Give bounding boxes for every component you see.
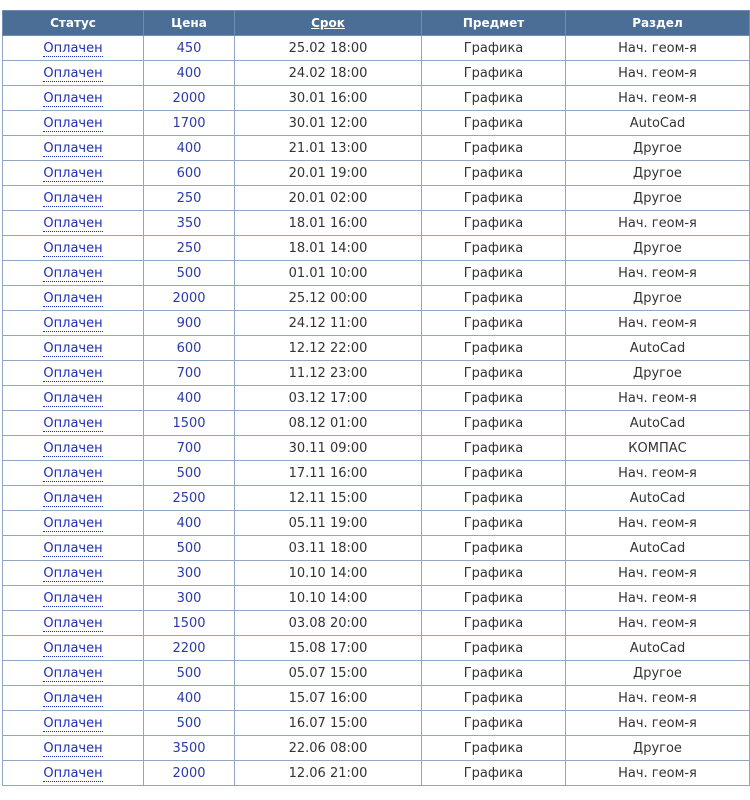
status-link[interactable]: Оплачен — [43, 615, 103, 631]
cell-subject: Графика — [422, 686, 566, 711]
cell-status — [3, 236, 144, 261]
cell-price: 2000 — [144, 86, 235, 111]
status-link[interactable]: Оплачен — [43, 265, 103, 281]
status-link[interactable]: Оплачен — [43, 740, 103, 756]
table-row — [3, 461, 750, 486]
cell-deadline: 25.12 00:00 — [235, 286, 422, 311]
orders-table — [2, 10, 750, 786]
table-row — [3, 161, 750, 186]
cell-subject: Графика — [422, 536, 566, 561]
cell-deadline: 20.01 02:00 — [235, 186, 422, 211]
cell-section: Другое — [566, 236, 750, 261]
cell-deadline: 15.07 16:00 — [235, 686, 422, 711]
cell-deadline: 03.11 18:00 — [235, 536, 422, 561]
cell-deadline: 05.07 15:00 — [235, 661, 422, 686]
cell-status — [3, 336, 144, 361]
cell-subject: Графика — [422, 61, 566, 86]
cell-status — [3, 736, 144, 761]
cell-subject: Графика — [422, 611, 566, 636]
table-row — [3, 586, 750, 611]
cell-status — [3, 311, 144, 336]
cell-deadline: 12.11 15:00 — [235, 486, 422, 511]
table-row — [3, 411, 750, 436]
cell-section: Другое — [566, 186, 750, 211]
header-price: Цена — [144, 11, 235, 36]
table-row — [3, 36, 750, 61]
status-link[interactable]: Оплачен — [43, 40, 103, 56]
cell-price: 3500 — [144, 736, 235, 761]
cell-subject: Графика — [422, 36, 566, 61]
table-row — [3, 336, 750, 361]
cell-status — [3, 86, 144, 111]
cell-price: 500 — [144, 711, 235, 736]
table-header — [3, 11, 750, 36]
cell-section: AutoCad — [566, 111, 750, 136]
cell-price: 2200 — [144, 636, 235, 661]
cell-subject: Графика — [422, 411, 566, 436]
cell-subject: Графика — [422, 661, 566, 686]
cell-deadline: 12.12 22:00 — [235, 336, 422, 361]
table-row — [3, 386, 750, 411]
header-subject: Предмет — [422, 11, 566, 36]
cell-price: 300 — [144, 561, 235, 586]
cell-deadline: 11.12 23:00 — [235, 361, 422, 386]
cell-deadline: 16.07 15:00 — [235, 711, 422, 736]
table-row — [3, 561, 750, 586]
status-link[interactable]: Оплачен — [43, 565, 103, 581]
cell-price: 2000 — [144, 286, 235, 311]
cell-section: Нач. геом-я — [566, 86, 750, 111]
table-row — [3, 436, 750, 461]
status-link[interactable]: Оплачен — [43, 490, 103, 506]
cell-subject: Графика — [422, 211, 566, 236]
cell-status — [3, 686, 144, 711]
cell-deadline: 20.01 19:00 — [235, 161, 422, 186]
status-link[interactable]: Оплачен — [43, 440, 103, 456]
cell-status — [3, 261, 144, 286]
cell-status — [3, 211, 144, 236]
cell-section: Нач. геом-я — [566, 211, 750, 236]
cell-price: 400 — [144, 61, 235, 86]
table-row — [3, 186, 750, 211]
cell-price: 400 — [144, 386, 235, 411]
status-link[interactable]: Оплачен — [43, 590, 103, 606]
cell-status — [3, 111, 144, 136]
cell-deadline: 12.06 21:00 — [235, 761, 422, 786]
status-link[interactable]: Оплачен — [43, 515, 103, 531]
cell-status — [3, 511, 144, 536]
cell-status — [3, 361, 144, 386]
cell-deadline: 01.01 10:00 — [235, 261, 422, 286]
cell-section: Нач. геом-я — [566, 586, 750, 611]
cell-subject: Графика — [422, 311, 566, 336]
cell-section: Нач. геом-я — [566, 761, 750, 786]
cell-deadline: 18.01 16:00 — [235, 211, 422, 236]
cell-deadline: 30.01 12:00 — [235, 111, 422, 136]
cell-price: 350 — [144, 211, 235, 236]
table-row — [3, 636, 750, 661]
cell-subject: Графика — [422, 136, 566, 161]
cell-subject: Графика — [422, 286, 566, 311]
cell-section: AutoCad — [566, 636, 750, 661]
cell-deadline: 21.01 13:00 — [235, 136, 422, 161]
cell-status — [3, 161, 144, 186]
cell-price: 2500 — [144, 486, 235, 511]
cell-deadline: 05.11 19:00 — [235, 511, 422, 536]
cell-subject: Графика — [422, 111, 566, 136]
cell-status — [3, 611, 144, 636]
cell-status — [3, 761, 144, 786]
cell-section: Другое — [566, 136, 750, 161]
cell-subject: Графика — [422, 361, 566, 386]
status-link[interactable]: Оплачен — [43, 465, 103, 481]
cell-section: Другое — [566, 661, 750, 686]
table-row — [3, 86, 750, 111]
status-link[interactable]: Оплачен — [43, 90, 103, 106]
status-link[interactable]: Оплачен — [43, 240, 103, 256]
table-row — [3, 136, 750, 161]
cell-price: 700 — [144, 361, 235, 386]
cell-price: 600 — [144, 336, 235, 361]
cell-section: Нач. геом-я — [566, 311, 750, 336]
status-link[interactable]: Оплачен — [43, 765, 103, 781]
cell-subject: Графика — [422, 386, 566, 411]
cell-section: Нач. геом-я — [566, 711, 750, 736]
status-link[interactable]: Оплачен — [43, 690, 103, 706]
cell-status — [3, 536, 144, 561]
cell-section: Другое — [566, 361, 750, 386]
cell-deadline: 30.01 16:00 — [235, 86, 422, 111]
table-row — [3, 361, 750, 386]
cell-status — [3, 61, 144, 86]
status-link[interactable]: Оплачен — [43, 65, 103, 81]
cell-price: 300 — [144, 586, 235, 611]
cell-price: 400 — [144, 511, 235, 536]
table-row — [3, 611, 750, 636]
table-row — [3, 711, 750, 736]
cell-price: 2000 — [144, 761, 235, 786]
status-link[interactable]: Оплачен — [43, 665, 103, 681]
cell-status — [3, 561, 144, 586]
table-row — [3, 211, 750, 236]
cell-deadline: 10.10 14:00 — [235, 586, 422, 611]
cell-deadline: 24.02 18:00 — [235, 61, 422, 86]
cell-price: 1500 — [144, 411, 235, 436]
cell-deadline: 15.08 17:00 — [235, 636, 422, 661]
status-link[interactable]: Оплачен — [43, 640, 103, 656]
cell-section: Другое — [566, 161, 750, 186]
status-link[interactable]: Оплачен — [43, 390, 103, 406]
cell-subject: Графика — [422, 236, 566, 261]
cell-subject: Графика — [422, 336, 566, 361]
cell-section: Нач. геом-я — [566, 511, 750, 536]
status-link[interactable]: Оплачен — [43, 290, 103, 306]
table-body — [3, 36, 750, 786]
cell-subject: Графика — [422, 436, 566, 461]
table-row — [3, 511, 750, 536]
status-link[interactable]: Оплачен — [43, 315, 103, 331]
cell-section: Нач. геом-я — [566, 386, 750, 411]
cell-section: Другое — [566, 736, 750, 761]
orders-table-container — [2, 10, 750, 786]
table-row — [3, 261, 750, 286]
cell-deadline: 03.08 20:00 — [235, 611, 422, 636]
table-row — [3, 286, 750, 311]
cell-price: 400 — [144, 686, 235, 711]
cell-subject: Графика — [422, 636, 566, 661]
cell-deadline: 22.06 08:00 — [235, 736, 422, 761]
cell-section: Нач. геом-я — [566, 36, 750, 61]
header-deadline — [235, 11, 422, 36]
cell-status — [3, 186, 144, 211]
status-link[interactable]: Оплачен — [43, 340, 103, 356]
table-row — [3, 536, 750, 561]
status-link[interactable]: Оплачен — [43, 140, 103, 156]
cell-deadline: 25.02 18:00 — [235, 36, 422, 61]
cell-price: 400 — [144, 136, 235, 161]
cell-price: 500 — [144, 261, 235, 286]
cell-price: 500 — [144, 461, 235, 486]
cell-section: КОМПАС — [566, 436, 750, 461]
header-row — [3, 11, 750, 36]
cell-deadline: 30.11 09:00 — [235, 436, 422, 461]
table-row — [3, 61, 750, 86]
status-link[interactable]: Оплачен — [43, 115, 103, 131]
cell-section: Нач. геом-я — [566, 461, 750, 486]
table-row — [3, 311, 750, 336]
cell-price: 500 — [144, 536, 235, 561]
cell-status — [3, 36, 144, 61]
cell-price: 500 — [144, 661, 235, 686]
table-row — [3, 236, 750, 261]
header-section: Раздел — [566, 11, 750, 36]
cell-price: 450 — [144, 36, 235, 61]
status-link[interactable]: Оплачен — [43, 715, 103, 731]
table-row — [3, 111, 750, 136]
status-link[interactable]: Оплачен — [43, 215, 103, 231]
cell-deadline: 17.11 16:00 — [235, 461, 422, 486]
cell-price: 700 — [144, 436, 235, 461]
cell-status — [3, 486, 144, 511]
cell-status — [3, 136, 144, 161]
cell-section: AutoCad — [566, 411, 750, 436]
cell-price: 600 — [144, 161, 235, 186]
status-link[interactable]: Оплачен — [43, 540, 103, 556]
cell-subject: Графика — [422, 736, 566, 761]
status-link[interactable]: Оплачен — [43, 365, 103, 381]
cell-subject: Графика — [422, 561, 566, 586]
cell-status — [3, 711, 144, 736]
status-link[interactable]: Оплачен — [43, 165, 103, 181]
cell-section: Нач. геом-я — [566, 261, 750, 286]
cell-subject: Графика — [422, 86, 566, 111]
cell-status — [3, 461, 144, 486]
cell-section: AutoCad — [566, 536, 750, 561]
cell-section: Другое — [566, 286, 750, 311]
cell-status — [3, 411, 144, 436]
cell-section: AutoCad — [566, 336, 750, 361]
cell-status — [3, 636, 144, 661]
sort-by-deadline-link[interactable]: Срок — [311, 16, 345, 30]
cell-deadline: 18.01 14:00 — [235, 236, 422, 261]
cell-subject: Графика — [422, 186, 566, 211]
cell-status — [3, 586, 144, 611]
cell-status — [3, 386, 144, 411]
table-row — [3, 661, 750, 686]
cell-deadline: 24.12 11:00 — [235, 311, 422, 336]
cell-section: Нач. геом-я — [566, 611, 750, 636]
table-row — [3, 736, 750, 761]
cell-status — [3, 661, 144, 686]
cell-price: 1500 — [144, 611, 235, 636]
cell-section: Нач. геом-я — [566, 61, 750, 86]
table-row — [3, 486, 750, 511]
cell-subject: Графика — [422, 586, 566, 611]
cell-subject: Графика — [422, 511, 566, 536]
status-link[interactable]: Оплачен — [43, 190, 103, 206]
cell-price: 250 — [144, 186, 235, 211]
cell-section: AutoCad — [566, 486, 750, 511]
cell-subject: Графика — [422, 761, 566, 786]
cell-section: Нач. геом-я — [566, 561, 750, 586]
cell-status — [3, 286, 144, 311]
cell-subject: Графика — [422, 461, 566, 486]
cell-price: 250 — [144, 236, 235, 261]
cell-section: Нач. геом-я — [566, 686, 750, 711]
cell-subject: Графика — [422, 711, 566, 736]
header-status: Статус — [3, 11, 144, 36]
cell-status — [3, 436, 144, 461]
cell-deadline: 08.12 01:00 — [235, 411, 422, 436]
cell-price: 900 — [144, 311, 235, 336]
cell-subject: Графика — [422, 486, 566, 511]
cell-subject: Графика — [422, 161, 566, 186]
table-row — [3, 761, 750, 786]
cell-subject: Графика — [422, 261, 566, 286]
status-link[interactable]: Оплачен — [43, 415, 103, 431]
table-row — [3, 686, 750, 711]
cell-price: 1700 — [144, 111, 235, 136]
cell-deadline: 10.10 14:00 — [235, 561, 422, 586]
cell-deadline: 03.12 17:00 — [235, 386, 422, 411]
